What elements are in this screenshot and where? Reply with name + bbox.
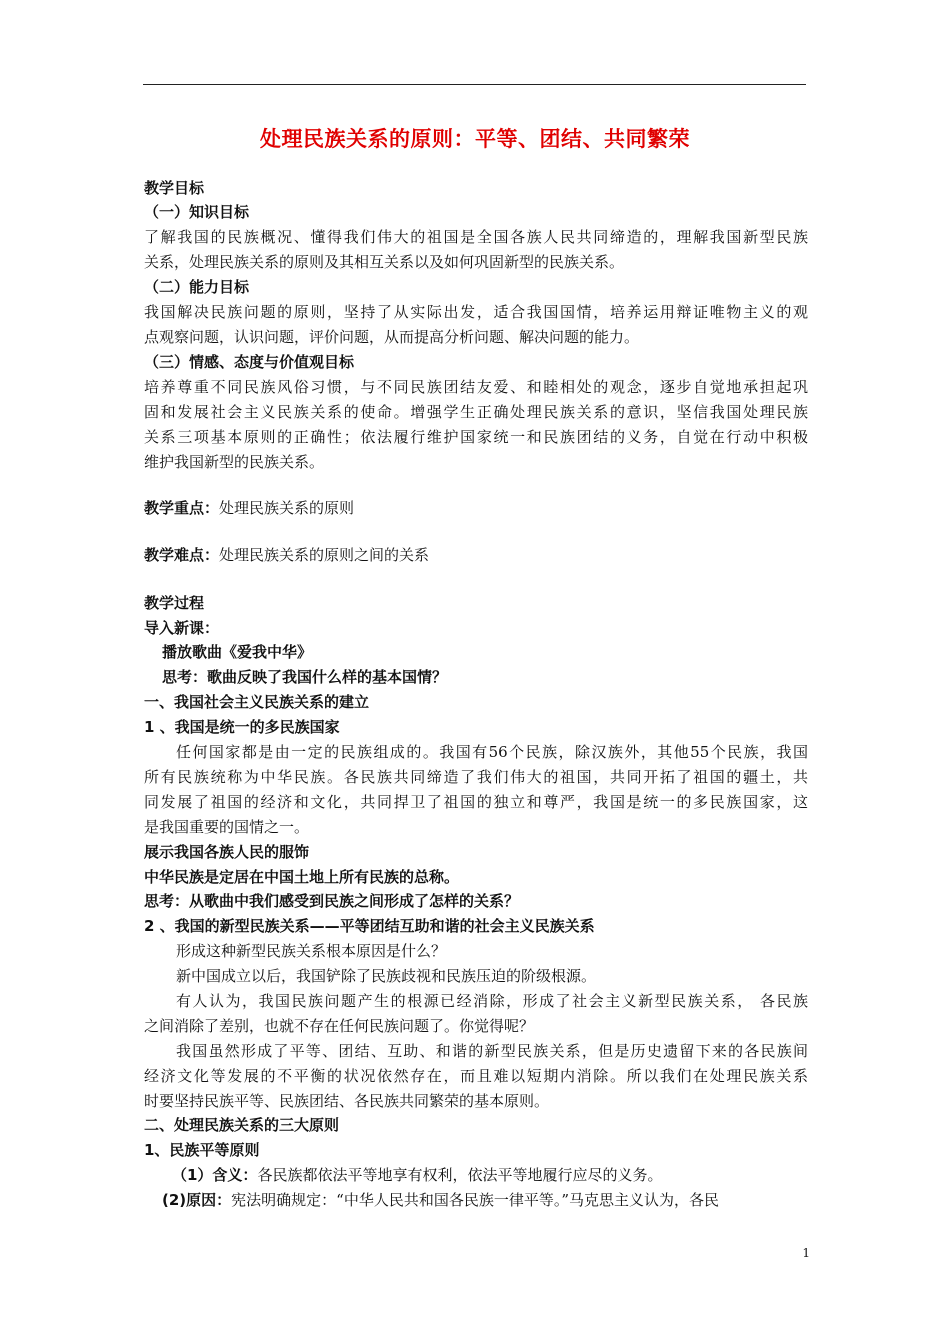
intro-question: 思考：歌曲反映了我国什么样的基本国情？ — [162, 668, 448, 686]
paragraph-line: 了解我国的民族概况、懂得我们伟大的祖国是全国各族人民共同缔造的，理解我国新型民族 — [144, 228, 808, 246]
paragraph-line: 关系三项基本原则的正确性；依法履行维护国家统一和民族团结的义务，自觉在行动中积极 — [144, 428, 808, 446]
meaning-line — [172, 1165, 808, 1185]
paragraph-line: 是我国重要的国情之一。 — [144, 818, 310, 836]
definition-line: 中华民族是定居在中国土地上所有民族的总称。 — [144, 868, 460, 886]
paragraph-line: 任何国家都是由一定的民族组成的。我国有56个民族，除汉族外，其他55个民族，我国 — [176, 743, 808, 761]
paragraph-line: 点观察问题，认识问题，评价问题，从而提高分析问题、解决问题的能力。 — [144, 328, 640, 346]
section-2-heading: 二、处理民族关系的三大原则 — [144, 1116, 340, 1134]
paragraph-line: 我国解决民族问题的原则，坚持了从实际出发，适合我国国情，培养运用辩证唯物主义的观 — [144, 303, 808, 321]
paragraph-line: 时要坚持民族平等、民族团结、各民族共同繁荣的基本原则。 — [144, 1092, 550, 1110]
key-point-line — [144, 498, 808, 518]
reason-line — [162, 1190, 808, 1210]
meaning-text: 各民族都依法平等地享有权利，依法平等地履行应尽的义务。 — [257, 1166, 663, 1184]
reason-text: 宪法明确规定：“中华人民共和国各民族一律平等。”马克思主义认为，各民 — [231, 1191, 719, 1209]
paragraph-line: 之间消除了差别，也就不存在任何民族问题了。你觉得呢？ — [144, 1017, 535, 1035]
subsection-1-heading: 1 、我国是统一的多民族国家 — [144, 718, 340, 736]
page-number: 1 — [802, 1246, 810, 1260]
paragraph-line: 固和发展社会主义民族关系的使命。增强学生正确处理民族关系的意识，坚信我国处理民族 — [144, 403, 808, 421]
header-rule — [143, 84, 806, 85]
key-point-text: 处理民族关系的原则 — [219, 499, 355, 517]
principle-1-heading: 1、民族平等原则 — [144, 1141, 260, 1159]
paragraph-line: 所有民族统称为中华民族。各民族共同缔造了我们伟大的祖国，共同开拓了祖国的疆土，共 — [144, 768, 808, 786]
heading-emotion-objective: （三）情感、态度与价值观目标 — [144, 353, 355, 371]
heading-teaching-objectives: 教学目标 — [144, 179, 205, 197]
difficulty-line — [144, 545, 808, 565]
subsection-2-heading: 2 、我国的新型民族关系——平等团结互助和谐的社会主义民族关系 — [144, 917, 595, 935]
difficulty-text: 处理民族关系的原则之间的关系 — [219, 546, 430, 564]
paragraph-line: 关系，处理民族关系的原则及其相互关系以及如何巩固新型的民族关系。 — [144, 253, 625, 271]
meaning-label: （1）含义： — [172, 1166, 258, 1184]
reason-label: (2)原因： — [162, 1191, 232, 1209]
document-title: 处理民族关系的原则：平等、团结、共同繁荣 — [260, 127, 690, 151]
activity-line: 展示我国各族人民的服饰 — [144, 843, 310, 861]
heading-introduction: 导入新课： — [144, 619, 220, 637]
key-point-label: 教学重点： — [144, 499, 220, 517]
heading-ability-objective: （二）能力目标 — [144, 278, 250, 296]
question-line: 思考：从歌曲中我们感受到民族之间形成了怎样的关系？ — [144, 892, 520, 910]
paragraph-line: 经济文化等发展的不平衡的状况依然存在，而且难以短期内消除。所以我们在处理民族关系 — [144, 1067, 808, 1085]
heading-teaching-process: 教学过程 — [144, 594, 205, 612]
paragraph-line: 有人认为，我国民族问题产生的根源已经消除，形成了社会主义新型民族关系， 各民族 — [176, 992, 808, 1010]
paragraph-line: 我国虽然形成了平等、团结、互助、和谐的新型民族关系，但是历史遗留下来的各民族间 — [176, 1042, 808, 1060]
intro-song: 播放歌曲《爱我中华》 — [162, 643, 313, 661]
paragraph-line: 同发展了祖国的经济和文化，共同捍卫了祖国的独立和尊严，我国是统一的多民族国家，这 — [144, 793, 808, 811]
section-1-heading: 一、我国社会主义民族关系的建立 — [144, 693, 370, 711]
paragraph-line: 维护我国新型的民族关系。 — [144, 453, 325, 471]
paragraph-line: 培养尊重不同民族风俗习惯，与不同民族团结友爱、和睦相处的观念，逐步自觉地承担起巩 — [144, 378, 808, 396]
question-line: 形成这种新型民族关系根本原因是什么？ — [176, 942, 447, 960]
difficulty-label: 教学难点： — [144, 546, 220, 564]
heading-knowledge-objective: （一）知识目标 — [144, 203, 250, 221]
paragraph-line: 新中国成立以后，我国铲除了民族歧视和民族压迫的阶级根源。 — [176, 967, 597, 985]
